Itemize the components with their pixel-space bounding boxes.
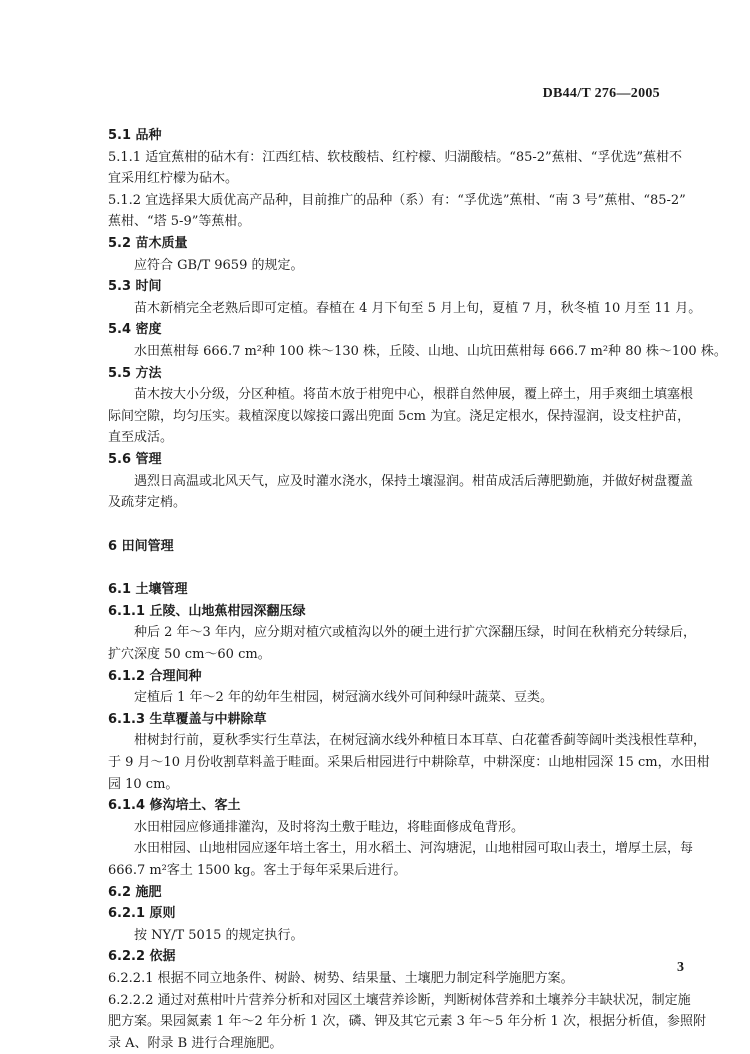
body-line: 6.2.2.2 通过对蕉柑叶片营养分析和对园区土壤营养诊断，判断树体营养和土壤养分丰缺状况，制定施 [108, 992, 691, 1008]
section-heading: 6.1.2 合理间种 [108, 668, 202, 684]
section-heading: 6.2.2 依据 [108, 949, 176, 965]
body-line: 蕉柑、“塔 5-9”等蕉柑。 [108, 214, 251, 230]
body-line: 定植后 1 年～2 年的幼年生柑园，树冠滴水线外可间种绿叶蔬菜、豆类。 [134, 690, 553, 706]
body-line: 肥方案。果园氮素 1 年～2 年分析 1 次，磷、钾及其它元素 3 年～5 年分析 1 次，根据分析值，参照附 [108, 1014, 706, 1030]
body-line: 水田柑园应修通排灌沟，及时将沟土敷于畦边，将畦面修成龟背形。 [134, 819, 525, 835]
section-heading: 5.6 管理 [108, 451, 162, 467]
body-line: 直至成活。 [108, 430, 174, 446]
section-heading: 6.2.1 原则 [108, 906, 176, 922]
body-line: 际间空隙，均匀压实。栽植深度以嫁接口露出兜面 5cm 为宜。浇足定根水，保持湿润，设支柱护苗， [108, 408, 691, 424]
body-line: 水田蕉柑每 666.7 m²种 100 株～130 株，丘陵、山地、山坑田蕉柑每 666.7 m²种 80 株～100 株。 [134, 343, 727, 359]
body-line: 水田柑园、山地柑园应逐年培土客土，用水稻土、河沟塘泥，山地柑园可取山表土，增厚土层，每 [134, 841, 694, 857]
body-line: 录 A、附录 B 进行合理施肥。 [108, 1035, 283, 1051]
spacer [108, 514, 693, 536]
section-heading: 6.1.1 丘陵、山地蕉柑园深翻压绿 [108, 603, 306, 619]
section-heading: 5.3 时间 [108, 279, 162, 295]
body-line: 宜采用红柠檬为砧木。 [108, 171, 239, 187]
body-line: 于 9 月～10 月份收割草料盖于畦面。采果后柑园进行中耕除草，中耕深度：山地柑园深 15 cm，水田柑 [108, 755, 710, 771]
body-line: 666.7 m²客土 1500 kg。客土于每年采果后进行。 [108, 863, 407, 878]
section-heading: 6.1.4 修沟培土、客土 [108, 798, 241, 814]
section-heading: 5.1 品种 [108, 128, 162, 143]
body-line: 园 10 cm。 [108, 776, 179, 792]
body-text [108, 125, 727, 1054]
section-heading: 5.5 方法 [108, 365, 162, 381]
body-line: 苗木按大小分级，分区种植。将苗木放于柑兜中心，根群自然伸展，覆上碎土，用手爽细土填塞根 [134, 387, 694, 403]
body-line: 5.1.2 宜选择果大质优高产品种，目前推广的品种（系）有：“孚优选”蕉柑、“南 3 号”蕉柑、“85-2” [108, 192, 686, 208]
body-line: 扩穴深度 50 cm～60 cm。 [108, 647, 271, 663]
section-heading: 5.2 苗木质量 [108, 235, 188, 251]
standard-code: DB44/T 276—2005 [542, 86, 660, 101]
body-line: 及疏芽定梢。 [108, 495, 187, 511]
body-line: 按 NY/T 5015 的规定执行。 [134, 927, 304, 943]
body-line: 应符合 GB/T 9659 的规定。 [134, 257, 304, 273]
section-heading: 6.2 施肥 [108, 884, 162, 900]
body-line: 5.1.1 适宜蕉柑的砧木有：江西红桔、软枝酸桔、红柠檬、归湖酸桔。“85-2”蕉柑、“孚优选”蕉柑不 [108, 149, 683, 165]
spacer [108, 557, 693, 579]
body-line: 种后 2 年～3 年内，应分期对植穴或植沟以外的硬土进行扩穴深翻压绿，时间在秋梢充分转绿后， [134, 625, 696, 641]
body-line: 遇烈日高温或北风天气，应及时灌水浇水，保持土壤湿润。柑苗成活后薄肥勤施，并做好树盘覆盖 [134, 473, 694, 489]
section-heading: 5.4 密度 [108, 322, 162, 338]
body-line: 苗木新梢完全老熟后即可定植。春植在 4 月下旬至 5 月上旬，夏植 7 月，秋冬植 10 月至 11 月。 [134, 300, 702, 316]
body-line: 柑树封行前，夏秋季实行生草法，在树冠滴水线外种植日本耳草、白花藿香蓟等阔叶类浅根性草种， [134, 733, 707, 749]
section-heading: 6.1.3 生草覆盖与中耕除草 [108, 711, 267, 727]
section-heading: 6 田间管理 [108, 538, 174, 554]
section-heading: 6.1 土壤管理 [108, 582, 188, 598]
page-number: 3 [677, 960, 684, 975]
body-line: 6.2.2.1 根据不同立地条件、树龄、树势、结果量、土壤肥力制定科学施肥方案。 [108, 970, 574, 986]
